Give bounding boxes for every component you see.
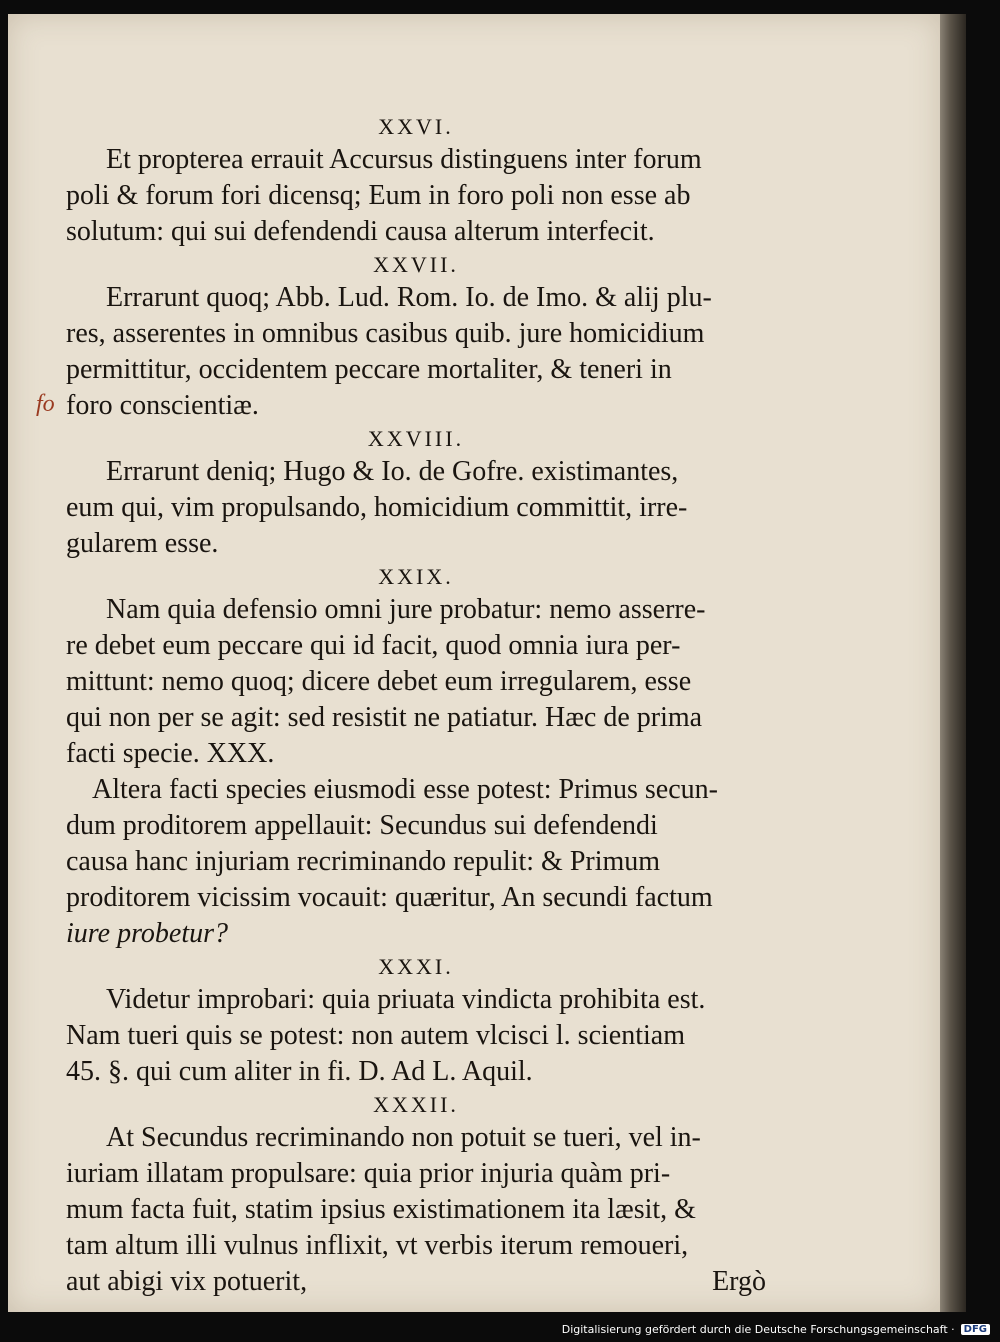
text-line: eum qui, vim propulsando, homicidium committit, irre- [66,492,688,523]
last-line-text: aut abigi vix potuerit, [66,1266,308,1297]
margin-note: fo [36,391,55,417]
text-line: re debet eum peccare qui id facit, quod omnia iura per- [66,630,681,661]
text-line: facti specie. XXX. [66,738,275,769]
last-line [66,1264,766,1300]
text-line: solutum: qui sui defendendi causa alterum interfecit. [66,216,655,247]
section-numeral: XXXII. [373,1092,459,1117]
text-line: gularem esse. [66,528,219,559]
document-page [8,14,940,1312]
section-numeral: XXVIII. [367,426,465,451]
text-line: At Secundus recriminando non potuit se tueri, vel in- [106,1122,701,1153]
catchword: Ergò [712,1266,766,1297]
text-line: proditorem vicissim vocauit: quæritur, An secundi factum [66,882,713,913]
dfg-logo: DFG [961,1324,990,1335]
text-line: 45. §. qui cum aliter in fi. D. Ad L. Aquil. [66,1056,533,1087]
book-spine [940,14,966,1312]
footer-text: Digitalisierung gefördert durch die Deutsche Forschungsgemeinschaft · [561,1323,955,1336]
text-line: Errarunt quoq; Abb. Lud. Rom. Io. de Imo. & alij plu- [106,282,712,313]
text-line: Errarunt deniq; Hugo & Io. de Gofre. existimantes, [106,456,679,487]
section-numeral: XXXI. [378,954,454,979]
section-numeral: XXVII. [373,252,459,277]
text-line: qui non per se agit: sed resistit ne patiatur. Hæc de prima [66,702,703,733]
text-line: Nam tueri quis se potest: non autem vlcisci l. scientiam [66,1020,685,1051]
text-line: Altera facti species eiusmodi esse potest: Primus secun- [92,774,718,805]
text-line: Et propterea errauit Accursus distinguens inter forum [106,144,702,175]
text-line: mittunt: nemo quoq; dicere debet eum irregularem, esse [66,666,692,697]
text-line: poli & forum fori dicensq; Eum in foro poli non esse ab [66,180,691,211]
section-numeral: XXVI. [378,114,454,139]
text-line: Videtur improbari: quia priuata vindicta prohibita est. [106,984,706,1015]
text-line: Nam quia defensio omni jure probatur: nemo asserre- [106,594,706,625]
text-line: causa hanc injuriam recriminando repulit: & Primum [66,846,661,877]
text-line: iuriam illatam propulsare: quia prior injuria quàm pri- [66,1158,671,1189]
text-line: dum proditorem appellauit: Secundus sui defendendi [66,810,658,841]
text-block [66,112,766,1300]
section-numeral: XXIX. [378,564,454,589]
footer [562,1323,990,1336]
text-line: res, asserentes in omnibus casibus quib. jure homicidium [66,318,705,349]
text-line: foro conscientiæ. [66,390,259,421]
text-line: iure probetur? [66,918,229,949]
text-line: tam altum illi vulnus inflixit, vt verbis iterum remoueri, [66,1230,689,1261]
text-line: permittitur, occidentem peccare mortaliter, & teneri in [66,354,672,385]
text-line: mum facta fuit, statim ipsius existimationem ita læsit, & [66,1194,696,1225]
